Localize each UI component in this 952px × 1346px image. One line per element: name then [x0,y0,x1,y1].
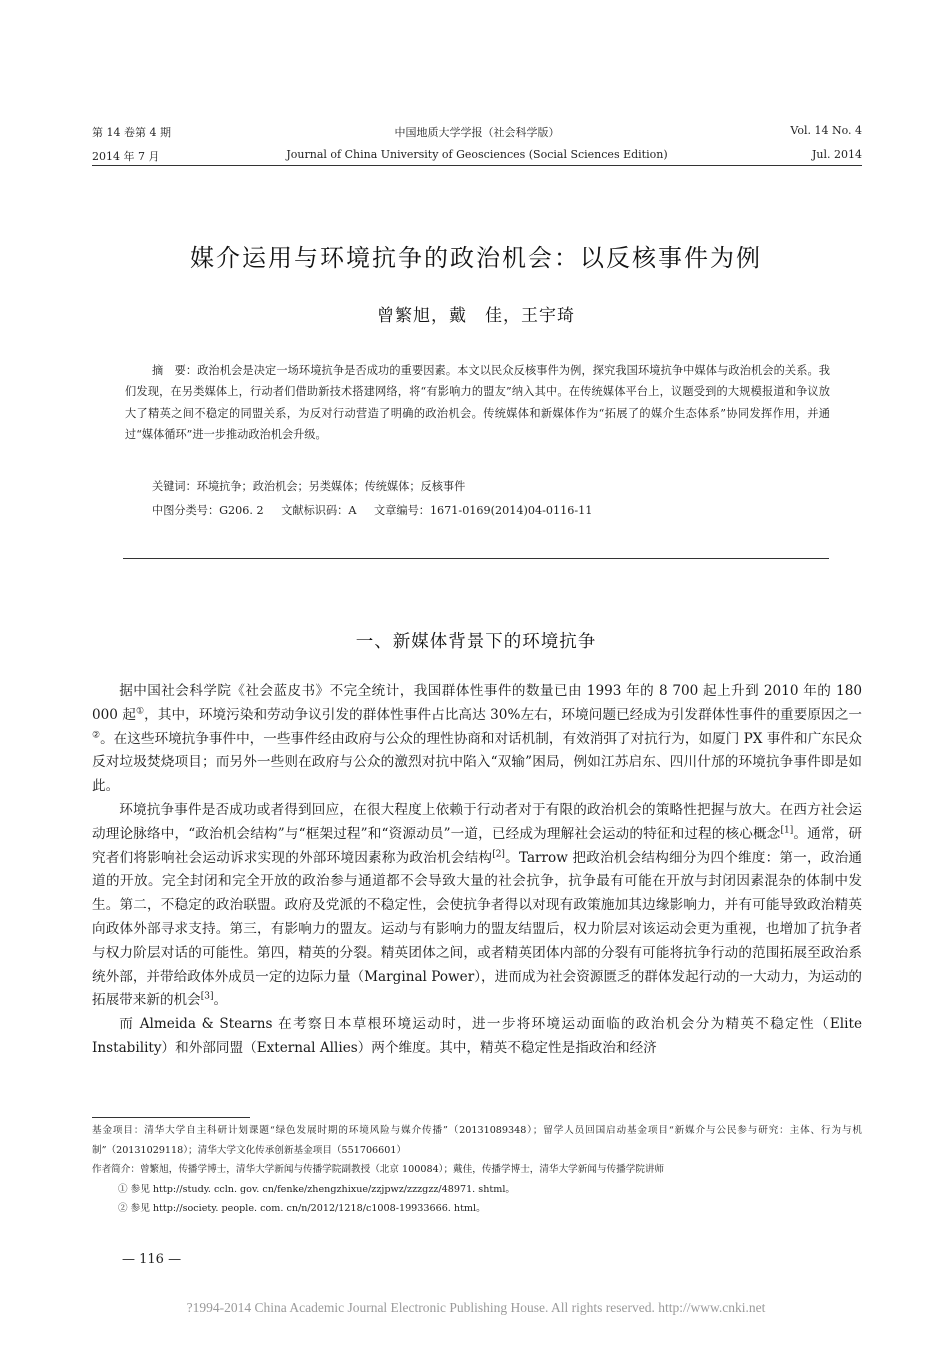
p1-text-a: 据中国社会科学院《社会蓝皮书》不完全统计，我国群体性事件的数量已由 1993 年的 8 700 起上升到 2010 年的 180 000 起 [92,683,862,723]
keywords-text: 环境抗争；政治机会；另类媒体；传统媒体；反核事件 [196,480,466,493]
copyright-notice: ?1994-2014 China Academic Journal Electronic Publishing House. All rights reserved. http://www.cnki.net [186,1300,766,1315]
p2-text-b: 。通常，研究者们将影响社会运动诉求实现的外部环境因素称为政治机会结构 [92,825,862,866]
footnote-2: ② 参见 http://society. people. com. cn/n/2012/1218/c1008-19933666. html。 [118,1203,486,1214]
article-title: 媒介运用与环境抗争的政治机会：以反核事件为例 [190,244,762,272]
abstract [125,360,830,446]
clc-number: 中图分类号：G206. 2 [152,504,264,517]
section-heading: 一、新媒体背景下的环境抗争 [355,632,597,652]
keywords-label: 关键词： [152,480,197,493]
footnote-rule [92,1117,250,1118]
date-cn: 2014 年 7 月 [92,150,160,163]
p2-text-d: 。 [213,992,228,1009]
article-number: 文章编号：1671-0169(2014)04-0116-11 [374,504,593,517]
volume-en: Vol. 14 No. 4 [790,124,862,137]
classification-line [152,502,606,518]
funding-note: 基金项目：清华大学自主科研计划课题“绿色发展时期的环境风险与媒介传播”（20131089348）；留学人员回国启动基金项目“新媒介与公民参与研究：主体、行为与机制”（20131029118）；清华大学文化传承创新基金项目（551706601） [92,1125,862,1156]
citation-ref-1: [1] [780,825,794,836]
header-rule [92,165,862,166]
p1-text-b: ，其中，环境污染和劳动争议引发的群体性事件占比高达 30%左右，环境问题已经成为引发群体性事件的重要原因之一 [144,706,862,723]
footnote-1: ① 参见 http://study. ccln. gov. cn/fenke/zhengzhixue/zzjpwz/zzzgzz/48971. shtml。 [118,1183,515,1195]
journal-name-en: Journal of China University of Geosciences (Social Sciences Edition) [286,148,668,161]
author-note: 作者简介：曾繁旭，传播学博士，清华大学新闻与传播学院副教授（北京 100084）；戴佳，传播学博士，清华大学新闻与传播学院讲师 [92,1164,665,1175]
document-code: 文献标识码：A [281,504,357,517]
footnote-ref-2: ② [92,730,101,741]
footnote-ref-1: ① [136,706,145,717]
page-number: — 116 — [122,1252,182,1267]
date-en: Jul. 2014 [812,148,862,161]
abstract-label: 摘 要： [152,364,198,377]
body-text [92,680,862,1061]
p1-text-c: 。在这些环境抗争事件中，一些事件经由政府与公众的理性协商和对话机制，有效消弭了对抗行为，如厦门 PX 事件和广东民众反对垃圾焚烧项目；而另外一些则在政府与公众的激烈对抗中陷入“双输”困局，例如江苏启东、四川什邡的环境抗争事件即是如此。 [92,730,862,795]
citation-ref-3: [3] [200,991,214,1002]
citation-ref-2: [2] [492,849,505,860]
paragraph-1 [92,680,862,799]
p2-text-c: 。Tarrow 把政治机会结构细分为四个维度：第一，政治通道的开放。完全封闭和完全开放的政治参与通道都不会导致大量的社会抗争，抗争最有可能在开放与封闭因素混杂的体制中发生。第二，不稳定的政治联盟。政府及党派的不稳定性，会使抗争者得以对现有政策施加其边缘影响力，并有可能导致政治精英向政体外部寻求支持。第三，有影响力的盟友。运动与有影响力的盟友结盟后，权力阶层对该运动会更为重视，也增加了抗争者与权力阶层对话的可能性。第四，精英的分裂。精英团体之间，或者精英团体内部的分裂有可能将抗争行动的范围拓展至政治系统外部，并带给政体外成员一定的边际力量（Marginal Power），进而成为社会资源匮乏的群体发起行动的一大动力，为运动的拓展带来新的机会 [92,849,862,1009]
journal-name-cn: 中国地质大学学报（社会科学版） [394,126,560,139]
paragraph-3 [92,1013,862,1061]
keywords [152,478,465,494]
abstract-text: 政治机会是决定一场环境抗争是否成功的重要因素。本文以民众反核事件为例，探究我国环境抗争中媒体与政治机会的关系。我们发现，在另类媒体上，行动者们借助新技术搭建网络，将“有影响力的盟友”纳入其中。在传统媒体平台上，议题受到的大规模报道和争议放大了精英之间不稳定的同盟关系，为反对行动营造了明确的政治机会。传统媒体和新媒体作为“拓展了的媒介生态体系”协同发挥作用，并通过“媒体循环”进一步推动政治机会升级。 [125,364,830,442]
p3-text: 而 Almeida & Stearns 在考察日本草根环境运动时，进一步将环境运动面临的政治机会分为精英不稳定性（Elite Instability）和外部同盟（External Allies）两个维度。其中，精英不稳定性是指政治和经济 [92,1016,862,1056]
footnotes [92,1121,862,1219]
paragraph-2 [92,799,862,1013]
abstract-rule [123,558,829,559]
article-authors: 曾繁旭，戴 佳，王宇琦 [377,306,575,326]
p2-text-a: 环境抗争事件是否成功或者得到回应，在很大程度上依赖于行动者对于有限的政治机会的策略性把握与放大。在西方社会运动理论脉络中，“政治机会结构”与“框架过程”和“资源动员”一道，已经成为理解社会运动的特征和过程的核心概念 [92,801,862,842]
volume-issue: 第 14 卷第 4 期 [92,126,171,139]
